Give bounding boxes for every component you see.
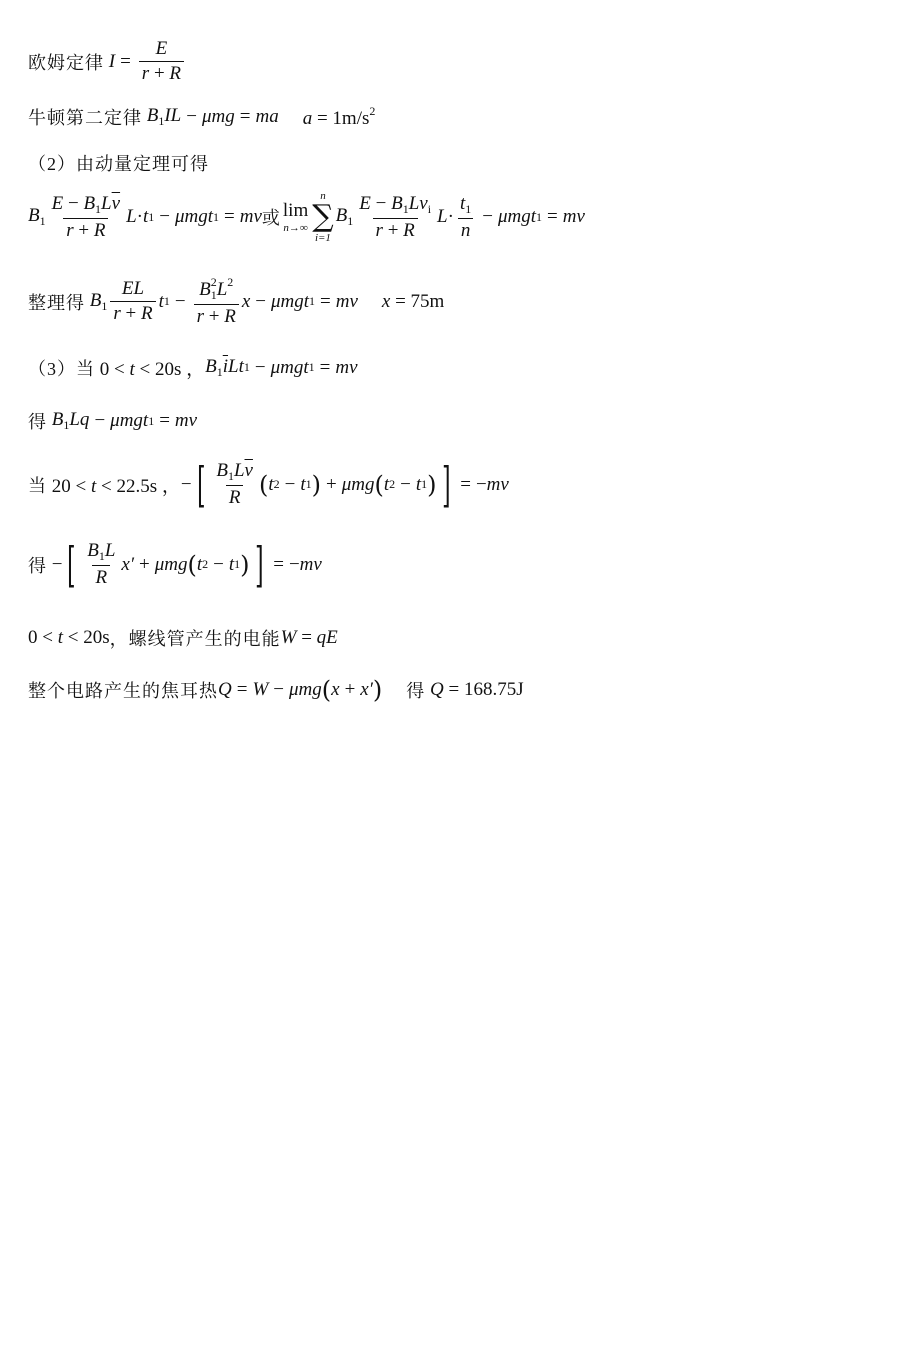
accel-result: $a = 1m/s^2$ [302, 104, 376, 129]
simplify-line: 整理得 $B_1$ $\frac{EL}{r + R}$ t 1 − $\frac{B_1^2L^2}{r + R}$ x − μmgt 1 = mv x = 75m [28, 275, 445, 327]
heat-result: Q = 168.75J [430, 679, 524, 700]
heading-text: （2）由动量定理可得 [28, 154, 209, 174]
part3-label: （3）当 [28, 358, 95, 379]
newton-law-line: 牛顿第二定律 $B_1IL$ − μmg = ma $a = 1m/s^2$ [28, 104, 376, 129]
fraction: $\frac{E - B_1L\overline{v}}{r + R}$ [51, 192, 121, 241]
joule-label: 整个电路产生的焦耳热 [28, 681, 218, 701]
connector-or: 或 [261, 208, 281, 228]
electric-energy-line [28, 625, 338, 651]
x-result: x = 75m [381, 290, 445, 312]
fraction: $\frac{E - B_1Lv_i}{r + R}$ [359, 192, 432, 241]
ohm-law-label: 欧姆定律 [28, 52, 104, 73]
fraction: $\frac{B_1L}{R}$ [87, 540, 116, 588]
energy-label: ，螺线管产生的电能 [109, 629, 281, 649]
fraction: $\frac{B_1L\overline{v}}{R}$ [216, 460, 253, 508]
joule-heat-line: 整个电路产生的焦耳热 Q = W − μmg ( x + x′ ) 得 Q = 168.75J [28, 676, 524, 704]
fraction: $\frac{E}{r + R}$ [139, 38, 184, 85]
limit-operator: lim n→∞ [282, 200, 309, 234]
part3-line: （3）当 0 < t < 20s ， $B_1\overline{i}Lt$ 1 − μmgt 1 = mv [28, 355, 358, 380]
second-interval-line: 当 20 < t < 22.5s ， − [ $\frac{B_1L\overline{v}}{R}$ ( t 2 − t 1 ) + μmg ( t 2 − t 1 ) ] = − mv [28, 456, 509, 513]
connector-result: 得 [406, 681, 426, 701]
fraction: $\frac{t_1}{n}$ [457, 193, 474, 242]
interval: 0 < t < 20s [28, 627, 110, 648]
result-label: 得 [28, 412, 47, 432]
eq-var: I [104, 50, 116, 72]
when-label: 当 [28, 475, 47, 496]
newton-law-label: 牛顿第二定律 [28, 108, 142, 128]
result-label: 得 [28, 555, 47, 576]
eq-part: $B_1IL$ [142, 105, 182, 128]
fraction: $\frac{EL}{r + R}$ [110, 278, 155, 325]
eq-part: μmg [201, 106, 235, 127]
momentum-theorem-heading [28, 150, 209, 176]
charge-equation-line: 得 $B_1Lq$ − μmgt 1 = mv [28, 409, 198, 432]
ohm-law-line: 欧姆定律 I = $\frac{E}{r + R}$ [28, 38, 187, 85]
momentum-equation-line: $B_1$ $\frac{E - B_1L\overline{v}}{r + R}$ L · t 1 − μmgt 1 = mv 或 lim n→∞ n ∑ i=1 $B_1$ $\frac{E - B_1Lv_i}{r + R}$ L · $\frac{t_1}{n}$ − μmgt 1 = mv [28, 190, 585, 244]
summation-operator: n ∑ i=1 [312, 190, 334, 244]
energy-result: W = qE [280, 627, 338, 648]
fraction: $\frac{B_1^2L^2}{r + R}$ [194, 275, 239, 328]
distance-equation-line: 得 − [ $\frac{B_1L}{R}$ x′ + μmg ( t 2 − t 1 ) ] = − mv [28, 536, 322, 593]
simplify-label: 整理得 [28, 292, 85, 313]
